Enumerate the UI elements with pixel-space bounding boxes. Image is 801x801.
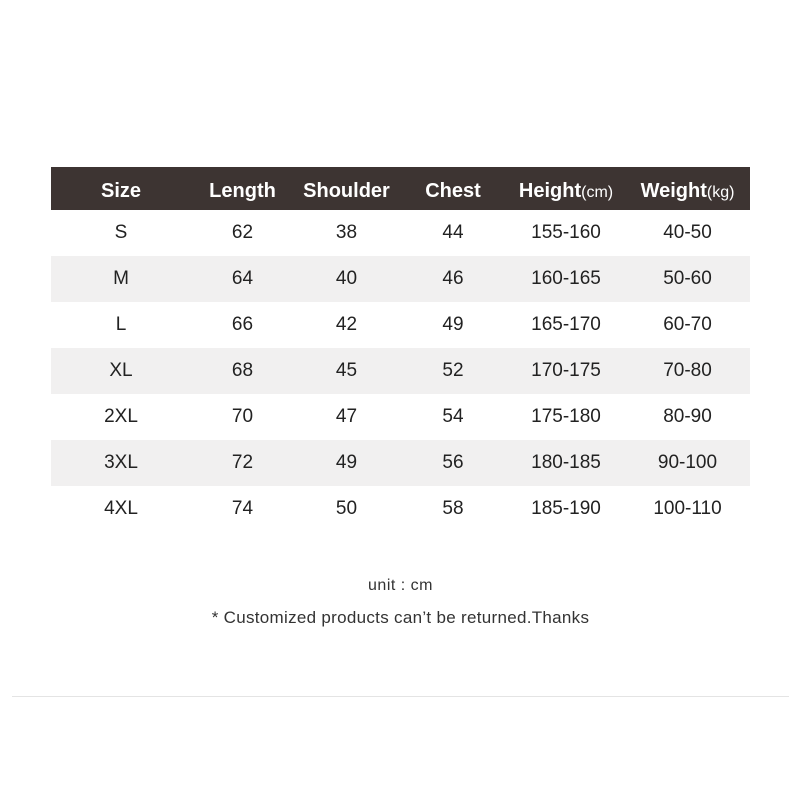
table-row	[51, 486, 750, 532]
cell-weight: 60-70	[663, 314, 712, 335]
cell-size: S	[114, 222, 128, 243]
cell-weight: 90-100	[657, 452, 718, 473]
cell-length: 70	[231, 406, 254, 427]
divider	[12, 696, 789, 697]
table-row	[51, 394, 750, 440]
cell-length: 74	[231, 498, 254, 519]
cell-shoulder: 42	[335, 314, 358, 335]
cell-length: 66	[231, 314, 254, 335]
table-row	[51, 302, 750, 348]
header-chest: Chest	[425, 180, 481, 202]
cell-weight: 80-90	[663, 406, 712, 427]
return-policy-note: * Customized products can’t be returned.Thanks	[211, 608, 590, 627]
cell-size: 2XL	[104, 406, 138, 427]
table-header	[51, 167, 750, 210]
table-body	[51, 210, 750, 532]
cell-length: 68	[231, 360, 254, 381]
cell-chest: 52	[442, 360, 464, 381]
cell-weight: 50-60	[663, 268, 712, 289]
cell-height: 175-180	[531, 406, 601, 427]
cell-chest: 49	[442, 314, 464, 335]
cell-size: 3XL	[104, 452, 138, 473]
cell-height: 170-175	[531, 360, 601, 381]
cell-height: 180-185	[531, 452, 601, 473]
cell-size: L	[115, 314, 127, 335]
cell-shoulder: 50	[335, 498, 358, 519]
cell-length: 64	[231, 268, 254, 289]
header-shoulder: Shoulder	[303, 180, 390, 202]
cell-height: 165-170	[531, 314, 601, 335]
cell-shoulder: 45	[335, 360, 358, 381]
cell-length: 72	[231, 452, 254, 473]
cell-size: XL	[109, 360, 133, 381]
cell-weight: 100-110	[653, 498, 722, 519]
cell-chest: 54	[442, 406, 464, 427]
cell-size: M	[113, 268, 129, 289]
cell-chest: 56	[442, 452, 464, 473]
table-row	[51, 440, 750, 486]
size-chart-table	[51, 167, 750, 532]
header-row	[51, 167, 750, 210]
table-row	[51, 256, 750, 302]
cell-shoulder: 47	[335, 406, 358, 427]
cell-shoulder: 49	[335, 452, 358, 473]
cell-weight: 40-50	[663, 222, 712, 243]
cell-height: 185-190	[531, 498, 601, 519]
header-size: Size	[100, 180, 142, 202]
cell-length: 62	[231, 222, 254, 243]
cell-weight: 70-80	[663, 360, 712, 381]
cell-height: 155-160	[531, 222, 601, 243]
cell-chest: 58	[442, 498, 464, 519]
cell-size: 4XL	[104, 498, 138, 519]
header-weight: Weight(kg)	[640, 180, 735, 202]
cell-shoulder: 38	[335, 222, 358, 243]
cell-height: 160-165	[531, 268, 601, 289]
header-height: Height(cm)	[518, 180, 614, 202]
unit-note: unit : cm	[368, 577, 433, 594]
cell-shoulder: 40	[335, 268, 358, 289]
table-row	[51, 210, 750, 256]
header-length: Length	[209, 180, 276, 202]
table-row	[51, 348, 750, 394]
cell-chest: 46	[442, 268, 464, 289]
cell-chest: 44	[442, 222, 464, 243]
